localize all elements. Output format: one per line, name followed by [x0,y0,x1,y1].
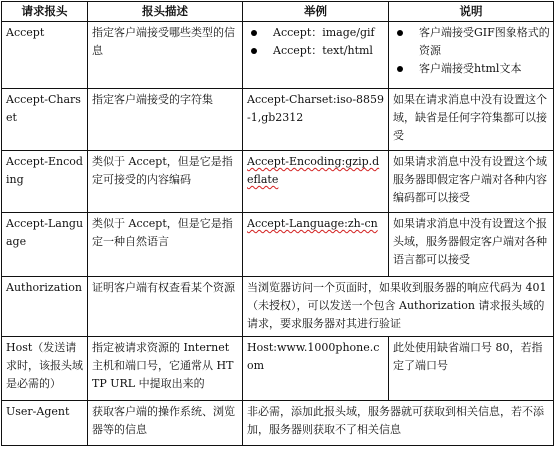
cell-example: Host:www.1000phone.com [243,337,389,401]
cell-spanned-note: 当浏览器访问一个页面时，如果收到服务器的响应代码为 401（未授权），可以发送一个包含 Authorization 请求报头域的请求，要求服务器对其进行验证 [243,277,554,337]
cell-note: 如果在请求消息中没有设置这个域，缺省是任何字符集都可以接受 [389,89,554,151]
example-bullet-list [247,24,385,60]
table-row [2,213,554,277]
cell-name: Accept-Charset [2,89,88,151]
bullet-icon [251,30,257,36]
cell-desc: 指定客户端接受哪些类型的信息 [88,22,243,89]
table-row [2,401,554,446]
note-bullet-list [393,24,550,78]
cell-name: Host（发送请求时，该报头域是必需的） [2,337,88,401]
cell-name: Authorization [2,277,88,337]
cell-name: Accept-Language [2,213,88,277]
cell-note: 如果请求消息中没有设置这个报头域，服务器假定客户端对各种语言都可以接受 [389,213,554,277]
cell-note: 如果请求消息中没有设置这个域服务器即假定客户端对各种内容编码都可以接受 [389,151,554,213]
cell-name: Accept [2,22,88,89]
cell-desc: 证明客户端有权查看某个资源 [88,277,243,337]
note-text: 客户端接受GIF图象格式的资源 [419,26,550,57]
note-text: 客户端接受html文本 [419,62,522,75]
cell-example [243,151,389,213]
http-request-headers-table [1,1,554,446]
table-row [2,337,554,401]
example-text: Accept：text/html [273,44,373,57]
cell-desc: 指定被请求资源的 Internet 主机和端口号，它通常从 HTTP URL 中提取出来的 [88,337,243,401]
table-row [2,277,554,337]
header-request-header: 请求报头 [2,2,88,22]
header-description: 报头描述 [88,2,243,22]
example-text: Accept-Encoding:gzip.deflate [247,155,380,186]
cell-name: User-Agent [2,401,88,446]
cell-note [389,22,554,89]
example-text: Accept-Language:zh-cn [247,217,378,230]
table-row [2,151,554,213]
table-header-row [2,2,554,22]
list-item [393,60,550,78]
cell-example [243,213,389,277]
cell-desc: 获取客户端的操作系统、浏览器等的信息 [88,401,243,446]
cell-desc: 类似于 Accept，但是它是指定一种自然语言 [88,213,243,277]
list-item [247,42,385,60]
list-item [393,24,550,60]
cell-name: Accept-Encoding [2,151,88,213]
bullet-icon [251,48,257,54]
example-text: Accept：image/gif [273,26,375,39]
cell-example [243,22,389,89]
header-explanation: 说明 [389,2,554,22]
cell-example: Accept-Charset:iso-8859-1,gb2312 [243,89,389,151]
table-row [2,22,554,89]
cell-spanned-note: 非必需，添加此报头域，服务器就可获取到相关信息，若不添加，服务器则获取不了相关信息 [243,401,554,446]
header-example: 举例 [243,2,389,22]
list-item [247,24,385,42]
table-row [2,89,554,151]
bullet-icon [397,66,403,72]
cell-desc: 类似于 Accept，但是它是指定可接受的内容编码 [88,151,243,213]
bullet-icon [397,30,403,36]
cell-desc: 指定客户端接受的字符集 [88,89,243,151]
cell-note: 此处使用缺省端口号 80，若指定了端口号 [389,337,554,401]
